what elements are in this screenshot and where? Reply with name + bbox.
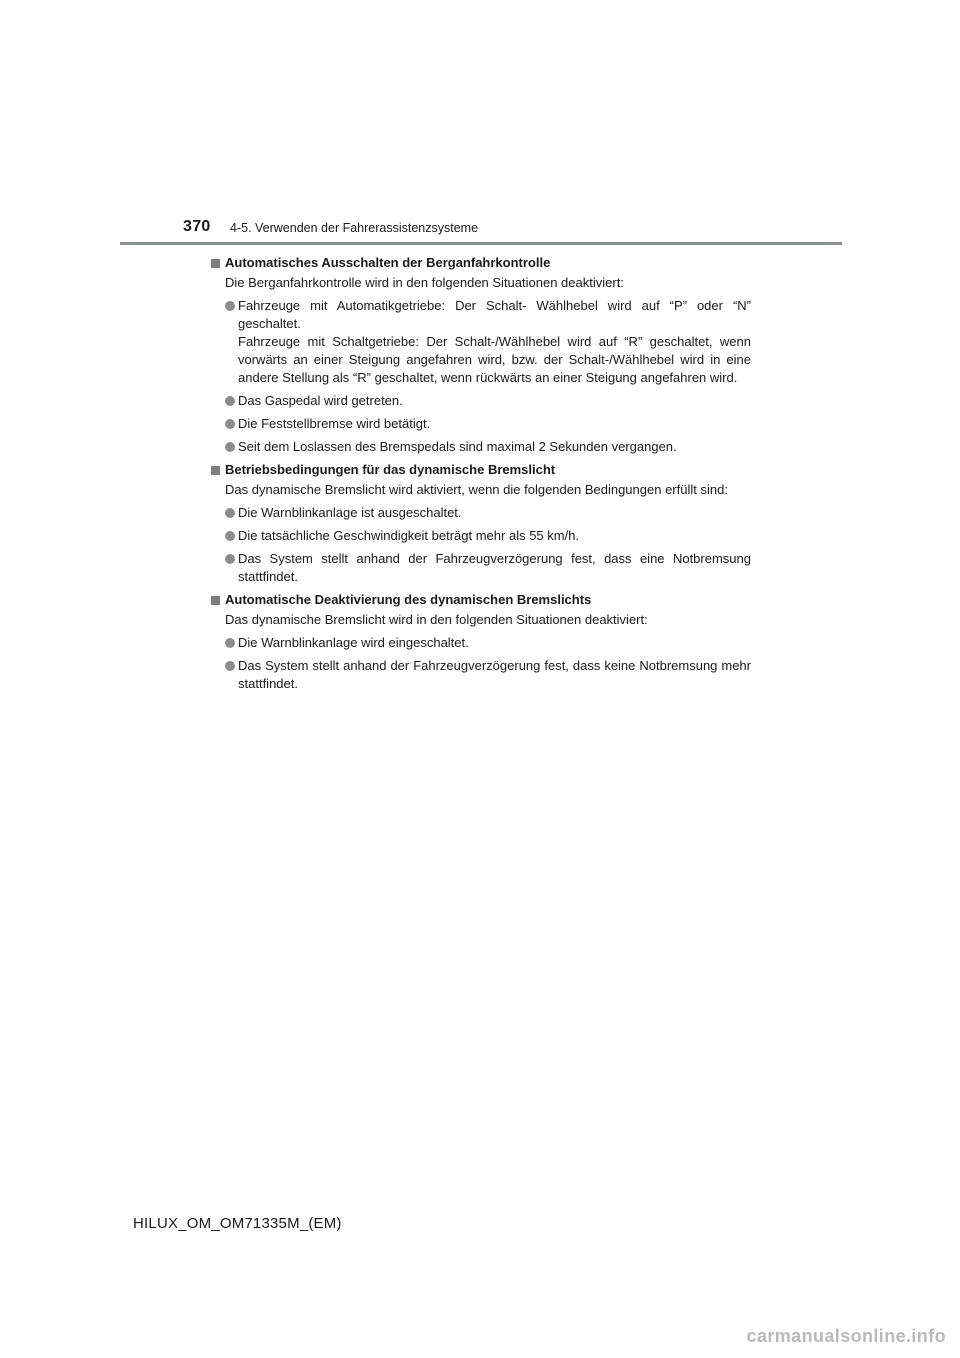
page-content [211, 254, 751, 693]
round-bullet-icon [225, 508, 235, 518]
list-item-text: Das Gaspedal wird getreten. [238, 393, 403, 408]
page-number: 370 [183, 218, 211, 235]
list-item [211, 527, 751, 545]
round-bullet-icon [225, 531, 235, 541]
section-heading-text: Automatisches Ausschalten der Berganfahrkontrolle [225, 255, 551, 270]
round-bullet-icon [225, 661, 235, 671]
header-divider [120, 242, 842, 245]
list-item [211, 415, 751, 433]
list-item [211, 297, 751, 387]
round-bullet-icon [225, 554, 235, 564]
list-item [211, 504, 751, 522]
list-item-text: Das System stellt anhand der Fahrzeugverzögerung fest, dass eine Notbremsung stattfindet. [238, 551, 751, 584]
square-bullet-icon [211, 596, 220, 605]
list-item [211, 550, 751, 586]
section-heading [211, 461, 751, 479]
list-item-text: Die tatsächliche Geschwindigkeit beträgt mehr als 55 km/h. [238, 528, 580, 543]
section-intro: Die Berganfahrkontrolle wird in den folgenden Situationen deaktiviert: [225, 275, 624, 290]
round-bullet-icon [225, 396, 235, 406]
section-heading-text: Betriebsbedingungen für das dynamische Bremslicht [225, 462, 556, 477]
section-heading-text: Automatische Deaktivierung des dynamischen Bremslichts [225, 592, 592, 607]
list-item [211, 657, 751, 693]
list-item-text: Die Warnblinkanlage ist ausgeschaltet. [238, 505, 462, 520]
section-title: 4-5. Verwenden der Fahrerassistenzsysteme [230, 221, 479, 235]
list-item [211, 438, 751, 456]
list-item-text: Die Feststellbremse wird betätigt. [238, 416, 431, 431]
section-heading [211, 254, 751, 272]
round-bullet-icon [225, 419, 235, 429]
round-bullet-icon [225, 442, 235, 452]
square-bullet-icon [211, 466, 220, 475]
square-bullet-icon [211, 259, 220, 268]
round-bullet-icon [225, 301, 235, 311]
list-item-text: Das System stellt anhand der Fahrzeugverzögerung fest, dass keine Notbremsung mehr stattfindet. [238, 658, 751, 691]
watermark: carmanualsonline.info [746, 1326, 946, 1346]
list-item-text: Fahrzeuge mit Automatikgetriebe: Der Schalt- Wählhebel wird auf “P” oder “N” geschaltet. [238, 298, 751, 331]
document-id: HILUX_OM_OM71335M_(EM) [133, 1215, 342, 1232]
list-item [211, 392, 751, 410]
list-item-text: Fahrzeuge mit Schaltgetriebe: Der Schalt-/Wählhebel wird auf “R” geschaltet, wenn vorwärts an einer Steigung angefahren wird, bzw. der Schalt-/Wählhebel wird in eine andere Stellung als “R” geschaltet, wenn rückwärts an einer Steigung angefahren wird. [238, 334, 751, 385]
section-heading [211, 591, 751, 609]
list-item [211, 634, 751, 652]
round-bullet-icon [225, 638, 235, 648]
list-item-text: Seit dem Loslassen des Bremspedals sind maximal 2 Sekunden vergangen. [238, 439, 677, 454]
list-item-text: Die Warnblinkanlage wird eingeschaltet. [238, 635, 469, 650]
section-intro: Das dynamische Bremslicht wird in den folgenden Situationen deaktiviert: [225, 612, 648, 627]
section-intro: Das dynamische Bremslicht wird aktiviert, wenn die folgenden Bedingungen erfüllt sind: [225, 482, 728, 497]
